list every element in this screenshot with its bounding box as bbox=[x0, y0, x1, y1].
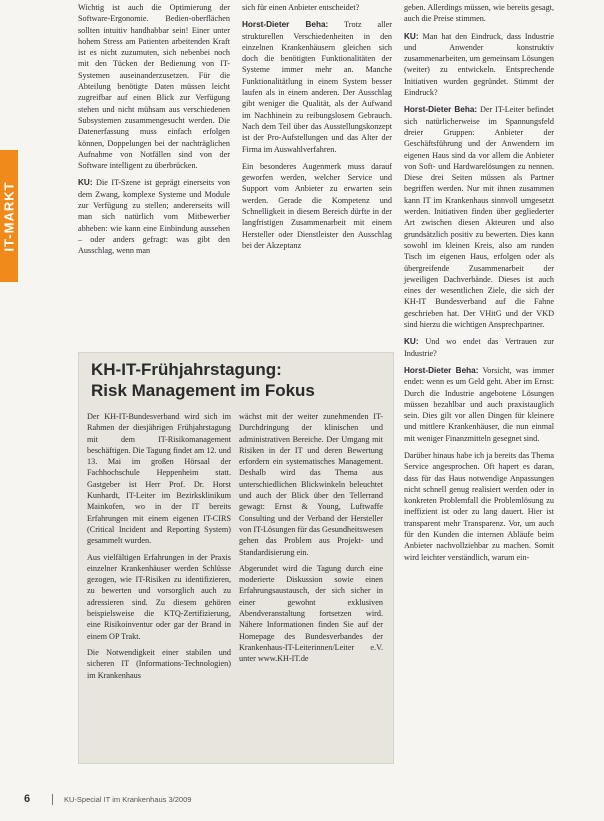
question-paragraph bbox=[78, 177, 230, 256]
paragraph: Darüber hinaus habe ich ja bereits das Thema Service angesprochen. Oft hapert es daran, dass für das Haus notwendige Anpassungen nicht schnell genug realisiert werden oder in konkreten Problemfall die Problemlösung zu ineffizient ist oder zu lang dauert. Hier ist transparent mehr Transparenz. Vor, um auch für den Kunden die internen Abläufe beim Anbieter nachvollziehbar zu machen. Somit wird leichter verständlich, warum ein- bbox=[404, 450, 554, 562]
box-column-left bbox=[87, 411, 231, 686]
question-label: KU: bbox=[404, 31, 419, 41]
question-label: KU: bbox=[78, 178, 93, 188]
paragraph: wächst mit der weiter zunehmenden IT-Durchdringung der klinischen und administrativen Bereiche. Der Umgang mit Risiken in der IT und deren Bewertung erfordern ein systematisches Management. Deshalb wird das Thema aus unterschiedlichen Blickwinkeln beleuchtet und auch der Blick über den Tellerrand gewagt: Ernst & Young, Luftwaffe Consulting und der Verband der Hersteller von IT-Lösungen für das Gesundheitswesen gehen das Problem aus Projekt- und Standardisierung ein. bbox=[239, 412, 383, 557]
speaker-label: Horst-Dieter Beha: bbox=[404, 365, 479, 375]
question-paragraph bbox=[404, 31, 554, 99]
section-tab bbox=[0, 150, 18, 282]
box-title-line-1: KH-IT-Frühjahrstagung: bbox=[91, 360, 282, 379]
box-column-right bbox=[239, 411, 383, 670]
speaker-label: Horst-Dieter Beha: bbox=[242, 20, 329, 30]
paragraph: Die Notwendigkeit einer stabilen und sicheren IT (Informations-Technologien) im Krankenhaus bbox=[87, 647, 231, 680]
answer-text: Der IT-Leiter befindet sich natürlicherweise im Spannungsfeld dreier Gruppen: Anbieter der Geschäftsführung und der Anwendern im eigenen Haus sind da vor allem die Anbieter von Soft- und Hardwarelösungen zu nennen. Diese drei Seiten müssen als Partner begriffen werden. Nur mit ihnen zusammen kann IT im Krankenhaus sinnvoll umgesetzt werden. Initiativen finden über gegliederter Art zwischen diesen Akteuren und also grundsätzlich positiv zu bewerten. Dies kann sowohl im kleinen Kreis, also am runden Tisch im eigenen Haus, erfolgen oder als übergreifende Zusammenarbeit der jeweiligen Dachverbände. Dieses ist auch eines der wesentlichen Ziele, die sich der KH-IT Bundesverband auf die Fahne geschrieben hat. Der VHitG und der VKD sind hierzu die wichtigen Ansprechpartner. bbox=[404, 105, 555, 330]
box-title bbox=[91, 359, 383, 401]
question-text: Und wo endet das Vertrauen zur Industrie? bbox=[404, 337, 554, 358]
box-title-line-2: Risk Management im Fokus bbox=[91, 381, 315, 400]
paragraph: Abgerundet wird die Tagung durch eine moderierte Diskussion sowie einen Erfahrungsaustausch, der sich sicher in einer gewohnt exklusiven Abendveranstaltung fortsetzen wird. Nähere Informationen finden Sie auf der Homepage des Bundesverbandes der Krankenhaus-IT-Leiterinnen/Leiter e.V. unter www.KH-IT.de bbox=[239, 563, 383, 664]
publication-name: KU-Special IT im Krankenhaus 3/2009 bbox=[64, 795, 192, 804]
question-text: Die IT-Szene ist geprägt einerseits von dem Zwang, komplexe Systeme und Module zur Verfügung zu stellen; andererseits will man sich natürlich vom Mitbewerber abheben: wie kann eine Einbindung aussehen – oder anders gefragt: was gibt den Ausschlag, wenn man bbox=[78, 178, 231, 256]
paragraph: sich für einen Anbieter entscheidet? bbox=[242, 3, 360, 12]
page-footer bbox=[24, 793, 584, 807]
question-text: Man hat den Eindruck, dass Industrie und Anwender konstruktiv zusammenarbeiten, um gemeinsam Lösungen (weiter) zu entwickeln. Entsprechende Initiativen wurden gegründet. Stimmt der Eindruck? bbox=[404, 31, 554, 98]
paragraph: Ein besonderes Augenmerk muss darauf geworfen werden, welcher Service und Support vom Anbieter zu erwarten sein werden. Gerade die Kompetenz und Schnelligkeit in diesem Bereich dürfte in der langfristigen Zusammenarbeit mit einem Hersteller oder Dienstleister den Ausschlag bei der Akzeptanz bbox=[242, 161, 392, 250]
question-label: KU: bbox=[404, 337, 419, 347]
answer-paragraph bbox=[404, 104, 554, 330]
article-column-2 bbox=[242, 2, 392, 257]
speaker-label: Horst-Dieter Beha: bbox=[404, 105, 478, 115]
sidebar-info-box bbox=[78, 352, 394, 764]
section-tab-label: IT-MARKT bbox=[1, 180, 17, 252]
article-column-3 bbox=[404, 2, 554, 569]
paragraph: geben. Allerdings müssen, wie bereits gesagt, auch die Preise stimmen. bbox=[404, 3, 554, 24]
paragraph: Wichtig ist auch die Optimierung der Software-Ergonomie. Bedien-oberflächen sollten intuitiv handhabbar sein! Einer unter hohem Stress am Patienten arbeitenden Kraft ist es nicht zuzumuten, sich nebenbei noch mit den Tücken der Bedienung von IT-Systemen auseinanderzusetzen. Für die Abteilung benötigte Daten müssen leicht zugreifbar auf einen Blick zur Verfügung stehen und nicht mühsam aus verschiedenen Subsystemen zusammengesucht werden. Die Datenerfassung muss einfach erfolgen können, Doppelungen bei der nachträglichen Aufnahme von Notfällen sind von der Software intelligent zu überbrücken. bbox=[78, 3, 230, 171]
paragraph: Der KH-IT-Bundesverband wird sich im Rahmen der diesjährigen Frühjahrstagung mit dem IT-Risikomanagement beschäftigen. Die Tagung findet am 12. und 13. Mai im großen Hörsaal der Fachhochschule Heppenheim statt. Gastgeber ist Herr Prof. Dr. Horst Kunhardt, IT-Leiter im Bezirksklinikum Mainkofen, wo in der IT bereits Erfahrungen mit einem eigenen IT-CIRS (Critical Incident and Reporting System) gesammelt wurden. bbox=[87, 412, 231, 546]
answer-text: Vorsicht, was immer endet: wenn es um Geld geht. Aber im Ernst: Durch die Industrie angebotene Lösungen müssen bezahlbar und auch praxistauglich sein. Dies gilt vor allen Dingen für kleinere und mittlere Krankenhäuser, die nun einmal mit weniger Finanzmitteln gesegnet sind. bbox=[404, 365, 555, 443]
article-column-1 bbox=[78, 2, 230, 263]
page-number: 6 bbox=[24, 793, 31, 805]
paragraph: Aus vielfältigen Erfahrungen in der Praxis einzelner Krankenhäuser werden Schlüsse gezogen, wie IT-Risiken zu identifizieren, zu bewerten und vorsorglich auch zu adressieren sind. Zu diesem gehören beispielsweise die KTQ-Zertifizierung, eine Risikoinventur oder gar der Brand in einem OP Trakt. bbox=[87, 552, 231, 641]
answer-paragraph bbox=[404, 365, 554, 444]
answer-paragraph bbox=[242, 19, 392, 155]
question-paragraph bbox=[404, 336, 554, 359]
footer-divider bbox=[52, 794, 53, 805]
answer-text: Trotz aller strukturellen Verschiedenheiten in den einzelnen Krankenhäusern gleichen sich doch die benötigten Funktionalitäten der Systeme immer mehr an. Manche Funktionalitätlung in einem System besser laufen als in einem anderen. Der Ausschlag gibt weniger die Qualität, als der Aufwand im Nachhinein zu reibungslosem Gebrauch. Nach dem Teil über das Ausstellungskonzept ist der Pro-Aufstellungen und das Alter der Firma im Auswahlverfahren. bbox=[242, 20, 392, 154]
